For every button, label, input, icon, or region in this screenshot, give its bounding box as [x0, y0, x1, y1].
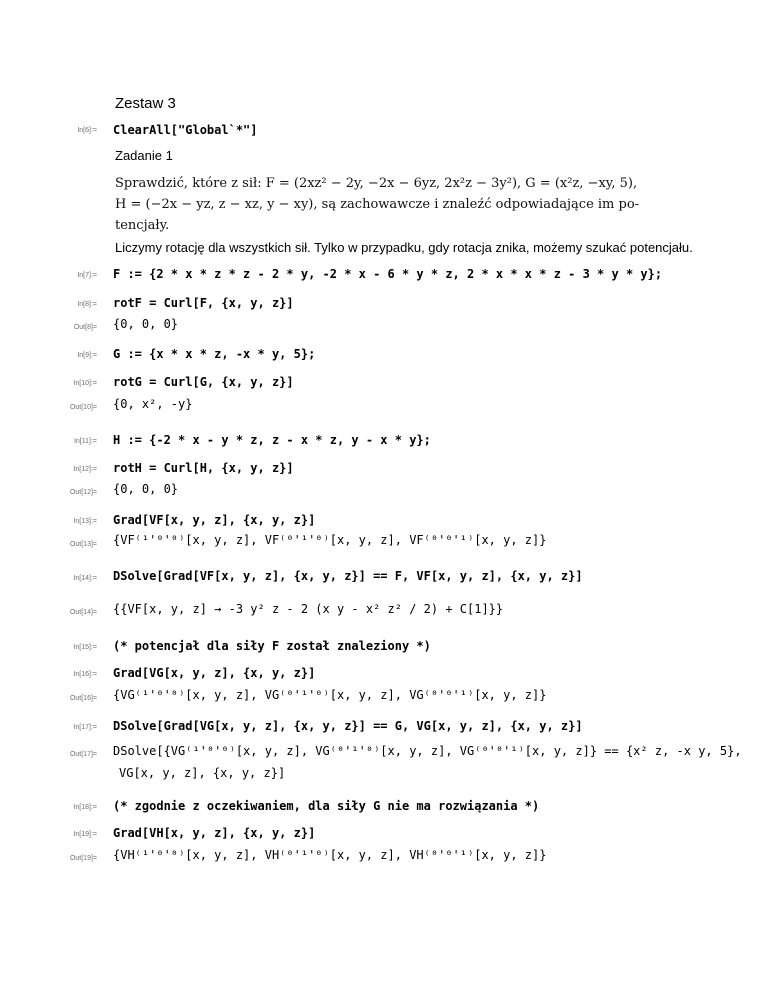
cell-label: In[10]:=	[73, 380, 97, 387]
input-cell[interactable]: rotF = Curl[F, {x, y, z}]	[113, 296, 294, 310]
cell-label: Out[19]=	[69, 855, 97, 862]
text-note: Liczymy rotację dla wszystkich sił. Tylko w przypadku, gdy rotacja znika, możemy szukać potencjału.	[115, 240, 693, 255]
cell-label: In[7]:=	[77, 272, 97, 279]
cell-label: In[12]:=	[73, 466, 97, 473]
input-cell[interactable]: (* zgodnie z oczekiwaniem, dla siły G nie ma rozwiązania *)	[113, 799, 540, 813]
notebook-title: Zestaw 3	[115, 95, 176, 112]
cell-label: Out[10]=	[69, 404, 97, 411]
input-cell[interactable]: G := {x * x * z, -x * y, 5};	[113, 347, 316, 361]
problem-line-1: Sprawdzić, które z sił: F = (2xz² − 2y, −2x − 6yz, 2x²z − 3y²), G = (x²z, −xy, 5),	[115, 176, 638, 191]
input-cell[interactable]: F := {2 * x * z * z - 2 * y, -2 * x - 6 * y * z, 2 * x * x * z - 3 * y * y};	[113, 267, 663, 281]
output-cell: {{VF[x, y, z] → -3 y² z - 2 (x y - x² z² / 2) + C[1]}}	[113, 602, 504, 616]
input-cell[interactable]: Grad[VF[x, y, z], {x, y, z}]	[113, 513, 316, 527]
cell-label: Out[13]=	[69, 541, 97, 548]
output-cell: DSolve[{VG⁽¹'⁰'⁰⁾[x, y, z], VG⁽⁰'¹'⁰⁾[x, y, z], VG⁽⁰'⁰'¹⁾[x, y, z]} == {x² z, -x y, 5},	[113, 744, 742, 758]
input-cell[interactable]: ClearAll["Global`*"]	[113, 123, 258, 137]
cell-label: In[18]:=	[73, 804, 97, 811]
input-cell[interactable]: Grad[VH[x, y, z], {x, y, z}]	[113, 826, 316, 840]
output-cell: {VH⁽¹'⁰'⁰⁾[x, y, z], VH⁽⁰'¹'⁰⁾[x, y, z], VH⁽⁰'⁰'¹⁾[x, y, z]}	[113, 848, 547, 862]
input-cell[interactable]: rotH = Curl[H, {x, y, z}]	[113, 461, 294, 475]
cell-label: Out[14]=	[69, 609, 97, 616]
cell-label: In[8]:=	[77, 301, 97, 308]
output-cell: {0, 0, 0}	[113, 482, 179, 496]
cell-label: Out[8]=	[73, 324, 97, 331]
cell-label: In[16]:=	[73, 671, 97, 678]
input-cell[interactable]: DSolve[Grad[VF[x, y, z], {x, y, z}] == F, VF[x, y, z], {x, y, z}]	[113, 569, 583, 583]
cell-label: In[15]:=	[73, 644, 97, 651]
output-cell: {VG⁽¹'⁰'⁰⁾[x, y, z], VG⁽⁰'¹'⁰⁾[x, y, z], VG⁽⁰'⁰'¹⁾[x, y, z]}	[113, 688, 547, 702]
input-cell[interactable]: DSolve[Grad[VG[x, y, z], {x, y, z}] == G, VG[x, y, z], {x, y, z}]	[113, 719, 583, 733]
problem-line-3: tencjały.	[115, 218, 170, 233]
cell-label: In[13]:=	[73, 518, 97, 525]
cell-label: In[14]:=	[73, 575, 97, 582]
input-cell[interactable]: (* potencjał dla siły F został znaleziony *)	[113, 639, 431, 653]
cell-label: Out[16]=	[69, 695, 97, 702]
output-cell-continued: VG[x, y, z], {x, y, z}]	[119, 766, 286, 780]
section-subtitle: Zadanie 1	[115, 148, 173, 163]
cell-label: In[6]:=	[77, 127, 97, 134]
cell-label: Out[17]=	[69, 751, 97, 758]
output-cell: {VF⁽¹'⁰'⁰⁾[x, y, z], VF⁽⁰'¹'⁰⁾[x, y, z], VF⁽⁰'⁰'¹⁾[x, y, z]}	[113, 533, 547, 547]
cell-label: In[9]:=	[77, 352, 97, 359]
output-cell: {0, x², -y}	[113, 397, 193, 411]
input-cell[interactable]: Grad[VG[x, y, z], {x, y, z}]	[113, 666, 316, 680]
problem-line-2: H = (−2x − yz, z − xz, y − xy), są zachowawcze i znaleźć odpowiadające im po-	[115, 197, 640, 212]
cell-label: In[11]:=	[73, 438, 97, 445]
cell-label: In[17]:=	[73, 724, 97, 731]
cell-label: In[19]:=	[73, 831, 97, 838]
output-cell: {0, 0, 0}	[113, 317, 179, 331]
cell-label: Out[12]=	[69, 489, 97, 496]
input-cell[interactable]: H := {-2 * x - y * z, z - x * z, y - x * y};	[113, 433, 431, 447]
input-cell[interactable]: rotG = Curl[G, {x, y, z}]	[113, 375, 294, 389]
